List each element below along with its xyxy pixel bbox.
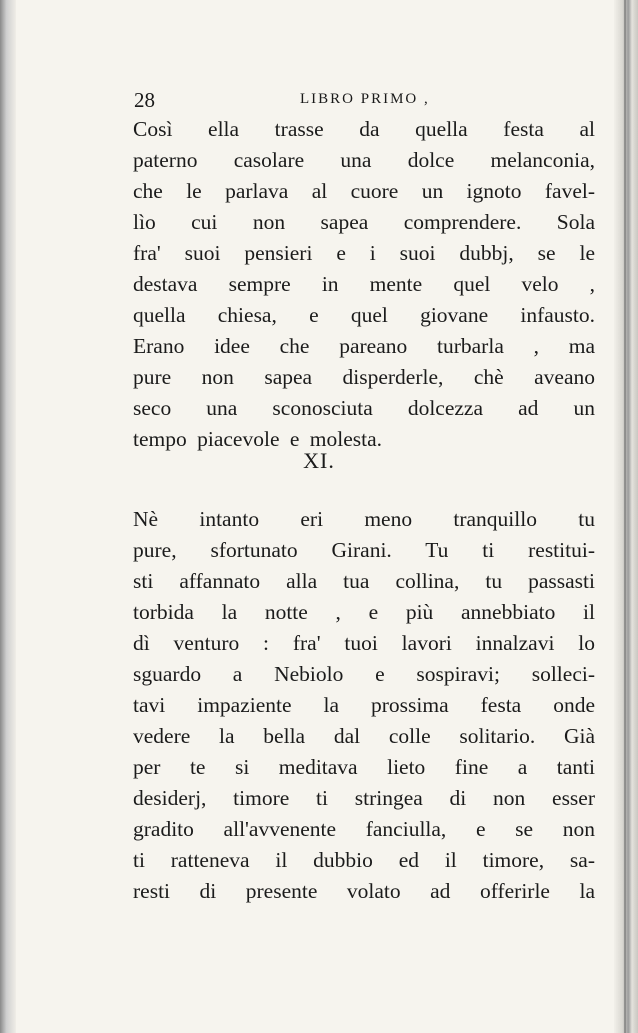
text-line: fra' suoi pensieri e i suoi dubbj, se le (133, 241, 595, 265)
text-line: ti ratteneva il dubbio ed il timore, sa- (133, 848, 595, 872)
page-edge-right (614, 0, 638, 1033)
running-head (134, 88, 604, 116)
text-line: pure non sapea disperderle, chè aveano (133, 365, 595, 389)
text-line: Erano idee che pareano turbarla , ma (133, 334, 595, 358)
text-line: seco una sconosciuta dolcezza ad un (133, 396, 595, 420)
text-line: tempo piacevole e molesta. (133, 427, 383, 451)
text-line: desiderj, timore ti stringea di non esser (133, 786, 595, 810)
text-line: lìo cui non sapea comprendere. Sola (133, 210, 595, 234)
paragraph-1 (133, 114, 595, 455)
text-line: gradito all'avvenente fanciulla, e se non (133, 817, 595, 841)
text-line: tavi impaziente la prossima festa onde (133, 693, 595, 717)
page-gutter-left (0, 0, 16, 1033)
text-line: per te si meditava lieto fine a tanti (133, 755, 595, 779)
text-line: vedere la bella dal colle solitario. Già (133, 724, 595, 748)
text-line: Così ella trasse da quella festa al (133, 117, 595, 141)
text-line: resti di presente volato ad offerirle la (133, 879, 595, 903)
text-line: paterno casolare una dolce melanconia, (133, 148, 595, 172)
paragraph-2 (133, 504, 595, 907)
text-line: sti affannato alla tua collina, tu passasti (133, 569, 595, 593)
text-line: Nè intanto eri meno tranquillo tu (133, 507, 595, 531)
section-heading: XI. (303, 448, 335, 473)
text-line: torbida la notte , e più annebbiato il (133, 600, 595, 624)
text-line: dì venturo : fra' tuoi lavori innalzavi lo (133, 631, 595, 655)
text-line: sguardo a Nebiolo e sospiravi; solleci- (133, 662, 595, 686)
text-line: pure, sfortunato Girani. Tu ti restitui- (133, 538, 595, 562)
text-line: destava sempre in mente quel velo , (133, 272, 595, 296)
text-line: che le parlava al cuore un ignoto favel- (133, 179, 595, 203)
page-number: 28 (134, 88, 155, 112)
running-title: LIBRO PRIMO , (300, 91, 430, 107)
text-line: quella chiesa, e quel giovane infausto. (133, 303, 595, 327)
